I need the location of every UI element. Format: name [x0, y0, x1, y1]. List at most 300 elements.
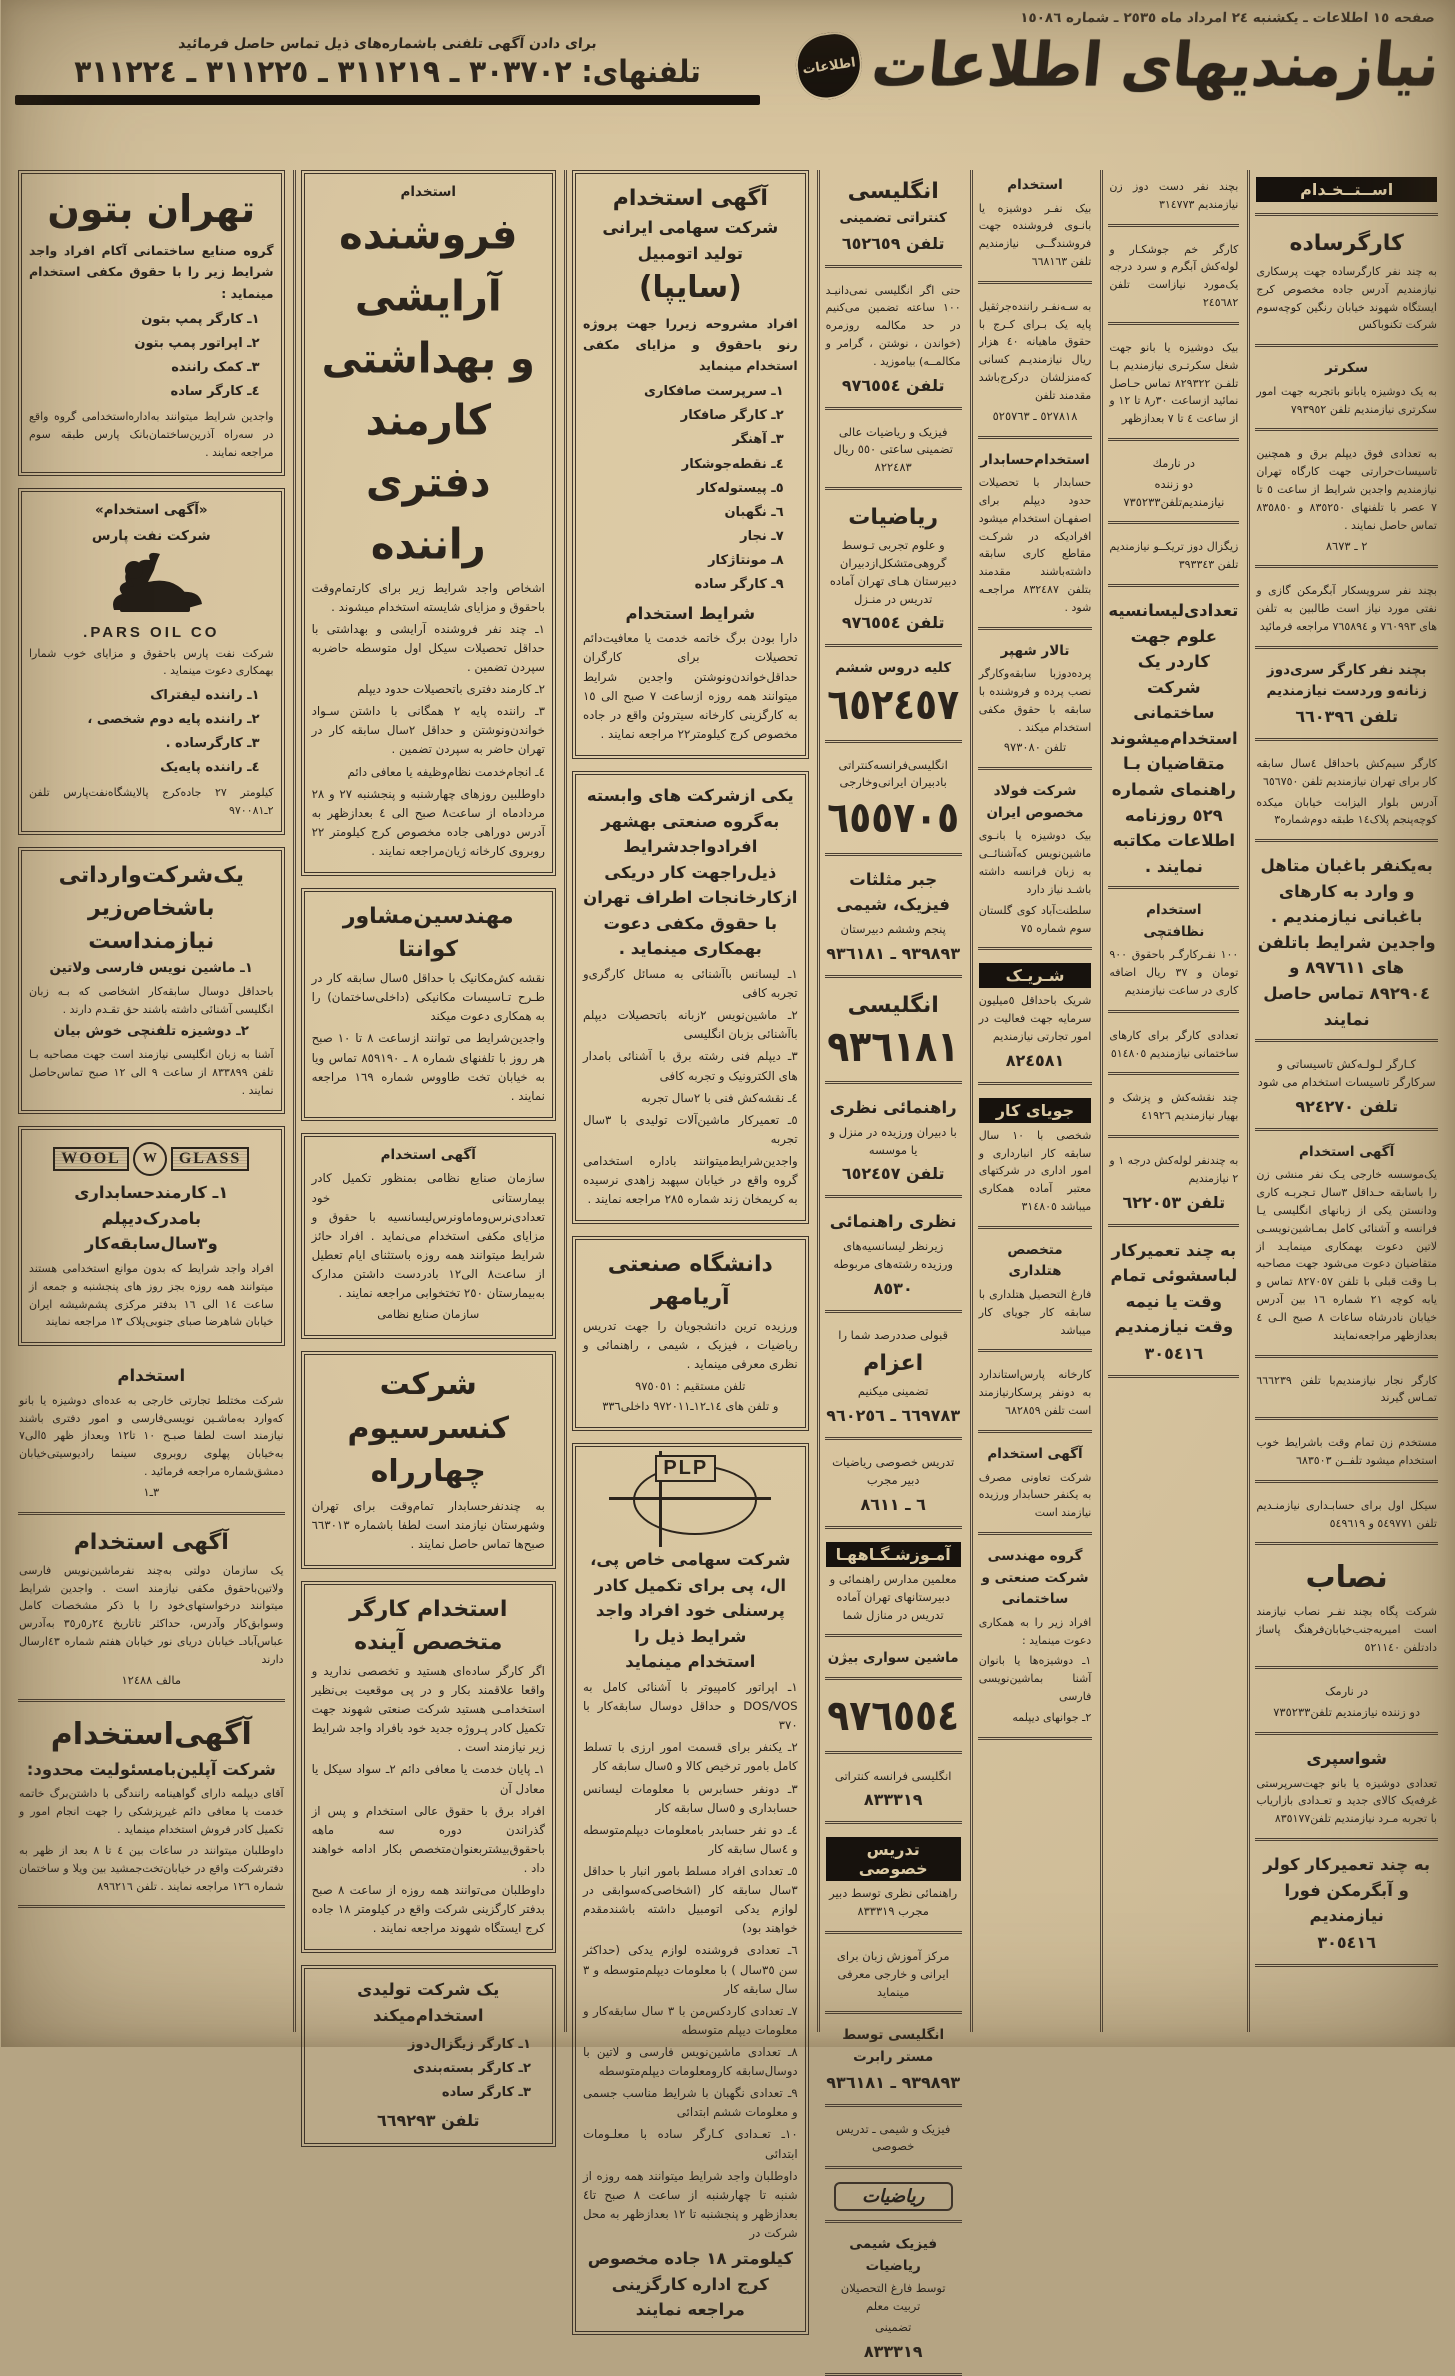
ad-bc: در نارمك [1152, 455, 1196, 470]
ad-gardener [1255, 848, 1438, 1042]
ad-ph: ٣٠٥٤١٦ [1144, 1343, 1204, 1363]
ad-t3: نظری راهنمائی [829, 1212, 957, 1232]
ad-bc: معلمین مدارس راهنمائی و دبیرستانهای تهران آماده تدریس در منازل شما [829, 1571, 957, 1622]
ad-english-big [825, 984, 962, 1085]
ad-b: ٣ـ راننده پایه ٢ همگانی با داشتن سـواد خواندن‌ونوشتن و حداقل ٢سال سابقه کار در تهران حاضر به سپردن تضمین . [311, 704, 545, 757]
ad-bc: توسط فارغ التحصیلان تربیت معلم [840, 2281, 946, 2314]
ad-t1: شرکت کنسرسیوم [347, 1367, 509, 1446]
ad-t2: باشخاص‌زیر [88, 896, 215, 922]
ad-saleslady [978, 170, 1093, 284]
ad-t3: تعدادی‌لیسانسیه علوم جهت کاردر یک شرکت ساختمانی استخدام‌میشوند متقاضیان بـا راهنمای شماره ٥٢٩ روزنامه اطلاعات مکاتبه نمایند . [1108, 601, 1239, 876]
ad-t4: انگلیسی توسط [842, 2027, 945, 2044]
ad-t4: مستر رابرت [853, 2049, 934, 2065]
ad-english-100h [825, 274, 962, 410]
ad-b: به سـه‌نفـر راننده‌جرثقیل پایه یک بـرای کـرج با حقوق ماهیانه ٤٠ هزار ریال نیازمندیـم کسانی که‌منزلشان درکرج‌باشد مقدمند تلفن [978, 299, 1092, 402]
ad-t3: استخدام مینماید [625, 1652, 756, 1672]
ad-electric-technicians [1255, 437, 1438, 568]
ad-b: ٩ـ تعدادی نگهبان با شرایط مناسب جسمی و معلومات ششم ابتدائی [582, 2086, 798, 2120]
list-item: ٥ـ پیستوله‌کار [697, 480, 784, 496]
ad-b: بچند نفر سرویسکار آبگرمکن گازی و نفتی مورد نیاز است طالبین به تلفن های ٧٦٠٩٩٣ و ٧٦٥٨٩٤ مراجعه فرمائید [1256, 584, 1437, 633]
ad-b: ٥ـ تعدادی افراد مسلط بامور انبار با حداقل ٣سال سابقه کار (اشخاصی‌که‌سوابقی در لوازم یدکی اتومبیل داشته باشندمقدم خواهند بود) [582, 1864, 798, 1936]
ad-t3: فیزیک، شیمی [836, 895, 950, 915]
ad-t0: آرایشی [354, 272, 502, 321]
ad-t4: آگهی استخدام [987, 1445, 1083, 1462]
ad-ph: تلفن ٩٢٤٢٧٠ [1295, 1096, 1398, 1116]
ad-b: به چند نفر کارگرساده جهت پرسکاری نیازمندیم آدرس جاده مخصوص کرج ایستگاه شهوند خیابان رنگین کوچه‌سوم شرکت تکنوباکس [1256, 265, 1437, 332]
plp-cross-horizontal [609, 1497, 771, 1500]
ad-b: به یک دوشیزه یابانو باتجربه جهت امور سکرتری نیازمندیم تلفن ٧٩٣٩٥٢ [1256, 384, 1437, 416]
contact-area [15, 30, 760, 105]
ad-bc: دو زننده نیازمندیم‌تلفن٧٣٥٢٣٣ [1123, 476, 1225, 509]
ad-t3: واجدین شرایط باتلفن های ٨٩٧٦١١ و ٨٩٢٩٠٤ تماس حاصل نمایند [1257, 932, 1436, 1029]
ad-laundry-repairman [1108, 1233, 1239, 1378]
ad-t3: شواسپری [1306, 1748, 1387, 1768]
ad-b: باحداقل دوسال سابقه‌کار اشخاصی که بـه زبان انگلیسی آشنائی داشته باشند حق تقـدم دارند . [29, 984, 274, 1016]
ad-b: کارخانه پارس‌استاندارد به دونفر پرسکارنیازمند است تلفن ٦٨٢٨٥٩ [978, 1368, 1092, 1418]
pars-oil-griffin-icon [96, 548, 206, 624]
glass-wool-wool: WOOL [53, 1147, 129, 1171]
ad-crane-drivers [978, 290, 1093, 439]
ad-b: واجدین شرایط میتوانند به‌اداره‌استخدامی گروه واقع در سه‌راه آذرین‌ساختمان‌بانک پارس طبقه سوم مراجعه نمایند . [29, 410, 274, 459]
ad-coop-accountant [978, 1439, 1093, 1535]
ad-t4: استخدام [1007, 177, 1063, 193]
ad-badge: تدریس خصوصی [826, 1837, 961, 1881]
ad-t4: سکرتر [1325, 360, 1369, 377]
ad-t2: یک‌شرکت‌وارداتی [58, 863, 244, 889]
ad-ph: ٦٦٩٧٨٣ ـ ٩٦٠٢٥٦ [826, 1406, 961, 1426]
ad-bc: ٣ـ١ [143, 1484, 160, 1499]
ad-t4: «آگهی استخدام» [94, 502, 208, 519]
ad-behshahr-group [572, 771, 809, 1224]
ad-b: ١ـ چند نفر فروشنده آرایشی و بهداشتی با حداقل تحصیلات سیکل اول متوسطه حاضربه سپردن تضمین . [311, 621, 545, 675]
ad-t2: انگلیسی [847, 992, 939, 1018]
ad-t4: آگهی استخدام [380, 1146, 476, 1163]
ad-b: کارگر خم جوشکـار و لوله‌کش آبگرم و سرد درجه یک‌مورد نیازاست تلفن ٢٤٥٦٨٢ [1109, 242, 1239, 310]
ad-b: ورزیده ترین دانشجویان را جهت تدریس ریاضیات ، فیزیک ، شیمی ، راهنمائی و نظری معرفی مینماید . [582, 1319, 798, 1372]
ad-t1: نصاب [1305, 1560, 1388, 1596]
ad-bc: مالف ١٢٤٨٨ [121, 1672, 182, 1687]
ad-b: ١٠ـ تعـدادی کـارگر ساده با معلـومات ابتدائی [582, 2127, 798, 2161]
ad-b: ٧ـ تعدادی کاردکس‌من با ٣ سال سابقه‌کار و معلومات دیپلم متوسطه [582, 2003, 798, 2037]
list-item: ٨ـ مونتاژکار [708, 552, 784, 568]
ad-bookkeeping-junior [1255, 1489, 1438, 1546]
ad-b: زیگزال دوز تریکــو نیازمندیم تلفن ٣٩٣٣٤٣ [1109, 540, 1239, 572]
ad-b: سلطنت‌آباد کوی گلستان سوم شماره ٧٥ [978, 903, 1092, 935]
list-item: ٣ـ آهنگر [732, 432, 784, 448]
ad-seamstress [1255, 655, 1438, 741]
ad-phone-instruction: برای دادن آگهی تلفنی باشماره‌های ذیل تماس حاصل فرمائید [177, 36, 598, 52]
ad-bc: تدریس خصوصی ریاضیات دبیر مجرب [832, 1455, 955, 1488]
ad-t4: کلیه دروس ششم [835, 660, 952, 677]
ad-badge: اســتــخـدام [1256, 177, 1437, 202]
ad-b: پرده‌دوزبا سابقه‌وکارگر نصب پرده و فروشنده با سابقه با حقوق مکفی استخدام میکند . [978, 667, 1092, 734]
ad-b: تعدادی کارگر برای کارهای ساختمانی نیازمندیم ٥١٤٨٠٥ [1109, 1028, 1239, 1060]
ad-steel-company [978, 776, 1093, 950]
ad-installer [1255, 1551, 1438, 1669]
ad-ph: ٨٥٣٠ [873, 1278, 913, 1298]
ad-english-french-2 [825, 1760, 962, 1825]
ad-t3: به چند تعمیرکار لباسشوئی تمام وقت یا نیمه وقت نیازمندیم [1110, 1240, 1238, 1337]
ad-t3: یکی ازشرکت های وابسته به‌گروه صنعتی بهشهر افرادواجدشرایط ذیل‌راجهت کار دریکی ازکارخانجات اطراف تهران با حقوق مکفی دعوت بهمکاری مینماید . [583, 786, 798, 959]
ad-b: ٨ـ تعدادی ماشین‌نویس فارسی و لاتین با دوسال‌سابقه کارومعلومات دیپلم‌متوسطه [582, 2045, 798, 2079]
ad-zigzag-sewer [1108, 530, 1239, 587]
list-item: ١ـ سرپرست صافکاری [644, 384, 784, 400]
ad-ph: ٨٢٤٥٨١ [1005, 1050, 1065, 1070]
ad-housekeeper [1255, 1426, 1438, 1483]
ad-b: سازمان صنایع نظامی بمنظور تکمیل کادر بیمارستانی خود تعدادی‌نرس‌وماماونرس‌لیسانسیه با حقوق و مزایای مکفی استخدام می‌نماید . افراد حائز شرایط میتوانند همه روزه باستثنای ایام تعطیل از ساعت٨ الی١٢ بادردست داشتن مدارک به‌بیمارستان ٢٥٠ تختخوابی مراجعه نمایند . [311, 1171, 545, 1301]
ad-narmak-two [1108, 447, 1239, 524]
ad-engineering-group [978, 1541, 1093, 1740]
ad-bc: سازمان صنایع نظامی [377, 1307, 480, 1322]
ad-t4: کنتراتی تضمینی [839, 210, 947, 226]
ad-tehran-beton [18, 170, 285, 476]
ad-b: ٦ـ تعدادی فروشنده لوازم یدکی (حداکثر سن ٣٥سال ) با معلومات دیپلم‌متوسطه و ٣ سال سابقه کار [582, 1943, 798, 1996]
ad-b: واجدین‌شرایط‌میتوانند باداره استخدامی گروه واقع در خیابان سپهبد زاهدی نرسیده به کریمخان زند شماره ٢٨٥ مراجعه نمایند . [582, 1153, 798, 1207]
ad-t3: یک شرکت تولیدی استخدام‌میکند [357, 1980, 500, 2025]
ad-bc: کـارگر لـولـه‌کش تاسیساتی و سرکارگر تاسیسات استخدام می شود [1257, 1057, 1436, 1089]
ad-b: شریک باحداقل ٥میلیون سرمایه جهت فعالیت در امور تجارتی نیازمندیم [978, 994, 1092, 1043]
ad-b: ٤ـ انجام‌خدمت نظام‌وظیفه یا معافی دائم [347, 764, 545, 779]
ad-welder-plumber [1108, 233, 1239, 325]
ad-t4: آگهی استخدام [1299, 1143, 1395, 1160]
ad-b: ٢ـ یکنفر برای قسمت امور ارزی با تسلط کامل بامور ترخیص کالا و ٥سال سابقه کار [582, 1740, 798, 1774]
ad-t0: و بهداشتی [321, 334, 535, 383]
ad-t3: ١ـ کارمندحسابداری [74, 1183, 229, 1203]
ad-b: سیکل اول برای حسابـداری نیازمنـدیم تلفن ٥٤٩٧٧١ و ٥٤٩٦١٩ [1256, 1498, 1437, 1530]
ad-accountant-isfahan [978, 445, 1093, 630]
ad-producer-company [301, 1965, 556, 2146]
ad-b: ٢ـ جوانهای دیپلمه [1012, 1710, 1092, 1724]
ad-job-seeker [978, 1091, 1093, 1229]
ad-num: ٩٧٦٥٥٤ [827, 1692, 960, 1741]
ad-t4: بچند نفر کارگر سری‌دوز زنانه‌و وردست نیازمندیم [1266, 661, 1427, 700]
ad-hand-sewer [1108, 170, 1239, 227]
ad-b: چند نقشه‌کش و پزشک و بهیار نیازمندیم ٤١٩٢٦ [1109, 1091, 1239, 1123]
ad-t3: شرکت سهامی خاص پی، ال، پی برای تکمیل کادر پرسنلی خود افراد واجد شرایط ذیل را [590, 1550, 791, 1646]
ad-narmak [1255, 1675, 1438, 1735]
ad-t4: شرکت صنعتی و [981, 1569, 1089, 1586]
ad-ph: تلفن ٦٦٠٣٩٦ [1295, 706, 1398, 726]
nameplate-area [796, 30, 1443, 103]
ad-t0: راننده [370, 520, 486, 569]
ad-t4: مخصوص ایران [986, 804, 1084, 821]
ad-b: یک سازمان دولتی به‌چند نفرماشین‌نویس فارسی ولاتین‌باحقوق مکفی نیازمند است . واجدین شرایط میتوانند درخواستهای‌خود را با ذکر مشخصات کامل وسوابق‌کار وآدرس، حداکثر تاتاریخ ٢٤ر٥ر٣٥ به‌آدرس عباس‌آبادـ خیابان دریای نور خیابان هفتم شماره ٤٣ارسال دارند [19, 1563, 284, 1666]
ad-ph: تلفن ٦٢٢٠٥٣ [1122, 1192, 1226, 1212]
ad-bc: دو زننده نیازمندیم تلفن٧٣٥٢٣٣ [1273, 1705, 1421, 1720]
newspaper-title: نیازمندیهای اطلاعات [868, 30, 1443, 101]
ad-carpenter [1255, 1364, 1438, 1421]
ad-pars-standard [978, 1358, 1093, 1432]
ad-bc: تلفن ٩٧٣٠٨٠ [1003, 740, 1067, 755]
ad-b: به تعدادی فوق دیپلم برق و همچنین تاسیسات‌حرارتی جهت کارگاه تهران نیازمندیم واجدین شرایط از ساعت ٥ تا ٧ عصر با تلفنهای ٨٣٥٢٥٠ و ٨٣٥٨٥٠ تماس حاصل نمایند . [1256, 447, 1437, 532]
ad-ph: تلفن ٦٥٢٤٥٧ [841, 1164, 945, 1184]
ad-bc: زیرنظر لیسانسیه‌های ورزیده رشته‌های مربوطه [833, 1239, 953, 1271]
ad-driving-school [825, 1643, 962, 1680]
ad-bc: ٥٢٧٨١٨ ـ ٥٢٥٧٦٣ [992, 408, 1078, 423]
list-item: ٣ـ کارگرساده . [165, 736, 260, 752]
list-item: ٢ـ راننده پایه دوم شخصی ، [87, 712, 260, 728]
ad-b: شرکت مختلط تجارتی خارجی به عده‌ای دوشیزه یا بانو که‌وارد به‌ماشـین نویسی‌فارسی و امور دفتری باشند نیازمند است لطفا صبـح ١٠ تا١٢ وبعداز ظهر ٥الی٧ به‌خیابان پهلوی روبروی سینما رادیوسیتی‌خیابان دمشق‌شماره مراجعه فرمائید . [19, 1393, 284, 1479]
ad-list [583, 380, 798, 596]
ad-b: ١ـ پایان خدمت یا معافی دائم ٢ـ سواد سیکل یا معادل آن [311, 1762, 545, 1796]
ad-t3: کیلومتر ١٨ جاده مخصوص کرج اداره کارگزینی مراجعه نمایند [587, 2249, 793, 2320]
column-e [970, 170, 1098, 2032]
ad-ph: ٩٣٩٨٩٣ ـ ٩٣٦١٨١ [826, 943, 961, 963]
ad-t4: متخصص هتلداری [1007, 1241, 1063, 1280]
ad-wiring-worker [1255, 747, 1438, 842]
ad-b: داوطلبین روزهای چهارشنبه و پنجشنبه ٢٧ و ٢٨ مردادماه از ساعت٨ صبح الی ٤ بعدازظهر به آدرس دوراهی جاده مخصوص کرج کیلومتر ٢٢ روبروی کارخانه ژیان‌مراجعه نمایند . [311, 786, 545, 859]
ad-theory-guidance [825, 1204, 962, 1312]
phones-label: تلفنهای: [581, 53, 701, 90]
list-item: ٢ـ کارگر بسته‌بندی [413, 2060, 531, 2076]
ad-secretary-lady [1108, 331, 1239, 441]
ad-aryamehr-university [572, 1236, 809, 1431]
ad-ph: ٦ ـ ٨٦١١ [860, 1494, 926, 1514]
ad-t4: نظافتچی [1143, 923, 1205, 940]
rule-bar [15, 95, 760, 105]
ad-t4: استخدام [400, 184, 456, 200]
ad-foreign-institute-secretary [1255, 1137, 1438, 1358]
pars-oil-logo [29, 526, 274, 641]
ad-partner-wanted [978, 956, 1093, 1084]
ad-t3: شرایط استخدام [625, 603, 756, 623]
ad-t3: جبر مثلثات [849, 869, 938, 889]
ad-b: بچند نفر دست دوز زن نیازمندیم ٣١٤٧٧٣ [1109, 180, 1239, 211]
ad-b: فارغ التحصیل هتلداری با سابقه کار جویای کار میباشد [978, 1288, 1092, 1337]
ad-t3: شرکت آپلین‌بامسئولیت محدود: [26, 1759, 276, 1779]
ad-num: ٦٥٢٤٥٧ [827, 681, 960, 730]
ad-ph: تلفن ٩٧٦٥٥٤ [841, 613, 945, 633]
ad-b: اشخاص واجد شرایط زیر برای کارتمام‌وقت باحقوق و مزایای شایسته استخدام میشوند . [311, 580, 545, 614]
ad-cleaners [1108, 895, 1239, 1013]
phone-numbers [15, 52, 760, 91]
ad-t4: تالار شهپر [1000, 642, 1070, 659]
ad-bc: مرکز آموزش زبان برای ایرانی و خارجی معرفی مینماید [836, 1948, 950, 1999]
ad-b: داوطلبان می‌توانند همه روزه از ساعت ٨ صبح بدفتر کارگزینی شرکت واقع در کیلومتر ١٨ جاده کرج ایستگاه شهوند مراجعه نمایند . [311, 1883, 545, 1936]
list-item: ١ـ راننده لیفتراک [150, 688, 260, 704]
ad-bc: با دبیران ورزیده در منزل و یا موسسه [829, 1124, 957, 1157]
ad-t2: اعزام [863, 1351, 924, 1377]
ad-t2: کارگرساده [1289, 231, 1404, 256]
ad-draftsman-paramedic [1108, 1081, 1239, 1138]
column-c [564, 170, 814, 2320]
ad-ph: تلفن ٦٦٩٢٩٣ [376, 2110, 480, 2130]
ad-t4: استخدام‌حسابدار [980, 451, 1090, 468]
ad-b: ٢ـ کارمند دفتری باتحصیلات حدود دیپلم [357, 682, 545, 697]
ad-quanta-consultants [301, 888, 556, 1121]
list-item: ٢ـ اپراتور پمپ بتون [134, 335, 260, 351]
hiring-section-badge [1255, 170, 1438, 216]
column-b [293, 170, 561, 2130]
ad-t4: فیزیک شیمی [849, 2236, 938, 2253]
ad-b: آدرس بلوار الیزابت خیابان میکده کوچه‌پنجم پلاک١٤ طبقه دوم‌شماره٣ [1256, 795, 1437, 827]
ad-t1: چهارراه [370, 1454, 486, 1490]
ad-b: آشنا به زبان انگلیسی نیازمند است جهت مصاحبه بـا تلفن ٨٣٣٨٩٩ از ساعت ٩ الی ١٢ صبح تماس‌حاصل نمایند . [29, 1047, 274, 1097]
masthead [1, 26, 1455, 162]
plp-logo [615, 1457, 765, 1541]
ad-b: واجدین‌شرایط می توانند ازساعت ٨ تا ١٠ صبح هر روز با تلفنهای شماره ٨ ـ ٨٥٩١٩٠ تماس ویا به خیابان تخت طاووس شماره ١٦٩ مراجعه نمایند . [311, 1031, 545, 1103]
ad-cosmetics-seller [301, 170, 556, 876]
ad-plp-company [572, 1443, 809, 2335]
ad-b: کارگر نجار نیازمندیم‌با تلفن ٦٦٦٢٣٩ تمـاس گیرند [1256, 1373, 1437, 1405]
ad-fx: ریاضیات [834, 2182, 953, 2211]
ad-cooler-repairman [1255, 1847, 1438, 1967]
ad-dispatch [825, 1319, 962, 1441]
ad-t2: انگلیسی [847, 179, 939, 204]
ad-govt-typists [18, 1521, 285, 1703]
ad-b: ٣ـ دونفر حسابرس با معلومات لیسانس حسابداری و ٥سال سابقه کار [582, 1781, 798, 1815]
ad-private-lessons [825, 1830, 962, 1934]
ad-bc: راهنمائی نظری توسط دبیر مجرب ٨٣٣٣١٩ [829, 1886, 958, 1919]
ad-b: نقشه کش‌مکانیک با حداقل ٥سال سابقه کار در طـرح تـاسیسات مکانیکی (داخلی‌ساختمان) را به همکاری دعوت میکند [311, 971, 545, 1024]
list-item: ١ـ کارگر پمپ بتون [141, 311, 260, 327]
ad-t2: مهندسین‌مشاور کوانتا [342, 904, 514, 963]
page-info: صفحه ١٥ اطلاعات ـ یکشنبه ٢٤ امرداد ماه ٢٥٣٥ ـ شماره ١٥٠٨٦ [1019, 10, 1436, 26]
ad-b: داوطلبان میتوانند در ساعات بین ٤ تا ٨ بعد از ظهر به دفترشرکت واقع در خیابان‌تخت‌جمشید بین ویلا و ساختمان شماره ١٢٦ مراجعه نمایند . تلفن ٨٩٦٢١٦ [19, 1843, 284, 1893]
ad-mixed-trading [18, 1358, 285, 1514]
ad-b: ٥ـ تعمیرکار ماشین‌آلات تولیدی با ٣سال تجربه [582, 1112, 798, 1146]
ad-b: ١ـ اپراتور کامپیوتر با آشنائی کامل به DOS/VOS و حداقل دوسال سابقه‌کار با ٣٧٠ [582, 1680, 798, 1733]
column-g [1247, 170, 1443, 2032]
ad-list [29, 684, 274, 780]
ad-b: حتی اگر انگلیسی نمی‌دانیـد ١٠٠ ساعته تضمین می‌کنیم در حد مکالمه روزمره (خواندن ، نوشتن ، گرامر و مکالمــه) بیاموزید . [825, 283, 961, 368]
ad-science-graduates [1108, 593, 1239, 889]
ad-language-center [825, 1940, 962, 2014]
ad-future-specialist [301, 1581, 556, 1954]
ad-t1: (سایپا) [638, 270, 742, 306]
ad-algebra [825, 862, 962, 978]
ad-ph: ٨٣٣٣١٩ [863, 2341, 923, 2361]
ad-bc: فیزیک و ریاضیات عالی تضمینی ساعتی ٥٥٠ ریال ٨٢٢٤٨٣ [833, 424, 953, 475]
ad-b: کیلومتر ٢٧ جاده‌کرج پالایشگاه‌نفت‌پارس تلفن ٢ـ٩٧٠٠٨١ [29, 786, 274, 818]
column-f [1100, 170, 1244, 2032]
glass-wool-glass: GLASS [171, 1147, 249, 1171]
ad-mr-robert [825, 2020, 962, 2106]
ad-b: ٣ـ دیپلم فنی رشته برق با آشنائی بامدار های الکترونیک و تجربه کافی [582, 1049, 798, 1083]
ad-b: به چندنفر لوله‌کش درجه ١ و ٢ نیازمندیم [1109, 1154, 1239, 1185]
ad-b: بیک نفـر دوشیزه یا بانـوی فروشنده جهت فروشندگــی نیازمندیم تلفن ٦٦٨١٦٣ [978, 201, 1092, 269]
ad-ph: تلفن ٦٥٢٦٥٩ [841, 233, 945, 253]
ad-english-contract [825, 170, 962, 268]
ad-simple-worker [1255, 222, 1438, 347]
list-item: ٦ـ نگهبان [724, 504, 784, 520]
ad-physics-chem [825, 2113, 962, 2170]
list-item: ٣ـ کمک راننده [171, 359, 260, 375]
ad-t4: استخدام [1146, 902, 1202, 919]
ad-t1: آگهی‌استخدام [50, 1717, 252, 1753]
ad-t0: کارمند [365, 396, 491, 445]
ad-t3: و٣سال‌سابقه‌کار [84, 1234, 218, 1254]
ad-big-number [825, 1686, 962, 1754]
list-item: ١ـ کارگر زیگزال‌دوز [407, 2036, 531, 2052]
ad-b: شرکت نفت پارس باحقوق و مزایای خوب شمارا بهمکاری دعوت مینماید . [29, 646, 274, 678]
ad-b: شرکت تعاونی مصرف به یکنفر حسابدار ورزیده نیازمند است [978, 1470, 1092, 1520]
ad-bc: تضمینی [875, 2320, 912, 2335]
ad-t3: استخدام [117, 1366, 186, 1386]
ad-import-company [18, 847, 285, 1114]
ad-t3: بامدرک‌دیپلم [101, 1208, 202, 1228]
ad-b: به چندنفرحسابدار تمام‌وقت برای تهران وشهرستان نیازمند است لطفا باشماره ٦٦٣٠١٣ صبح‌ها تماس حاصل نمایند . [311, 1498, 545, 1551]
list-item: ٩ـ کارگر ساده [694, 576, 784, 592]
ad-heater-serviceman [1255, 574, 1438, 648]
ad-b: ٤ـ دو نفر حسابدر بامعلومات دیپلم‌متوسطه و ٤سال سابقه کار [582, 1822, 798, 1856]
ad-list [312, 2033, 545, 2105]
ad-bc: پنجم وششم دبیرستان [840, 921, 946, 936]
ad-t2: آگهی استخدام [73, 1529, 229, 1555]
ad-t0: دفتری [365, 458, 491, 507]
ad-ph: ٨٣٣٣١٩ [863, 1790, 923, 1810]
ad-ph: ٣٠٥٤١٦ [1317, 1932, 1376, 1952]
ad-b: شرکت پگاه بچند نفـر نصاب نیازمند است امیریه‌جنب‌خیابان‌فرهنگ پاساژ دادتلفن ٥٢١١٤٠ [1256, 1604, 1437, 1654]
ad-ph: تلفن ٩٧٦٥٥٤ [841, 375, 945, 395]
ad-b: شخصی با ١٠ سال سابقه کار انبارداری و امور اداری در شرکتهای معتبر آماده همکاری میباشد ٣١٤٨٠٥ [978, 1128, 1092, 1214]
ad-b: ١٠٠ نفـرکارگـر باحقوق ٩٠٠ تومان و ٣٧ ریال اضافه کاری در ساعت نیازمندیم [1109, 948, 1239, 997]
ad-t4: گروه مهندسی [987, 1547, 1083, 1564]
ad-t3: تولید اتومبیل [637, 243, 743, 263]
ad-bc: انگلیسی‌فرانسه‌کنتراتی بادبیران ایرانی‌وخارجی [838, 757, 948, 790]
ad-b: یک‌موسسه خارجی یـک نفر منشی زن را باسابقه حـداقل ٣سال تـجربـه کاری ودانستن یکی از زبانهای انگلیسی یـا فرانسه و آشنائی کامل بمـاشین‌نویسـی لاتین دعوت بهمکاری مینمایـد از متقاضیان دعوت می‌شود جهت مصاحبه بـا وقت قبلی با تلفن ٨٢٧٠٥٧ تماس و یابه کوچه ٢١ شماره ١٦ بین آدرس خیابان نادرشاه ساعات ٨ صبح الـی ٤ بعدازظهر مراجعه‌نمایند [1256, 1168, 1437, 1342]
newspaper-page [1, 0, 1455, 2361]
list-item: ٤ـ کارگر ساده [170, 383, 260, 399]
ad-t2: استخدام کارگر [349, 1596, 508, 1622]
ad-num: ٩٣٦١٨١ [827, 1022, 960, 1072]
ad-bb: افراد مشروحه زیررا جهت پروژه رنو باحقوق و مزایای مکفی استخدام مینماید [582, 315, 798, 374]
ad-schools [825, 1535, 962, 1637]
ad-t1: تهران بتون [47, 187, 256, 231]
ad-consortium [301, 1351, 556, 1569]
ad-math-tutors [825, 496, 962, 647]
ad-hotel-expert [978, 1235, 1093, 1353]
ad-b: بیک دوشیزه یا بانـوی ماشین‌نویس که‌آشنائــی به زبان فرانسه داشته باشـد نیاز دارد [978, 829, 1092, 896]
ad-bc: ٢ ـ ٨٦٧٣ [1325, 538, 1368, 553]
ad-b: ١ـ لیسانس باآشنائی به مسائل کارگری‌و تجربه کافی [582, 966, 798, 1001]
ad-bc: و علوم تجربی تـوسط گروهی‌متشکل‌ازدبیران دبیرستان هـای تهران آماده تدریس در منـزل [829, 538, 957, 606]
phones-value: ٣٠٣٧٠٢ ـ ٣١١٢١٩ ـ ٣١١٢٢٥ ـ ٣١١٢٢٤ [74, 53, 572, 90]
ad-b: ٢ـ ماشین‌نویس ٢زبانه باتحصیلات دیپلم باآشنائی بزبان انگلیسی [582, 1008, 798, 1042]
ad-private-math [825, 1446, 962, 1529]
ad-t2: ریاضیات [848, 505, 939, 531]
ad-b: افراد واجد شرایط که بدون موانع استخدامی هستند میتوانند همه روزه بجز روز های پنجشنبه و جمعه از ساعت ١٤ الی ١٦ بدفتر مرکزی پشم‌شیشه ایران خیابان شاهرضا صبای جنوبی‌پلاک ١٣ مراجعه نمایند [29, 1262, 274, 1329]
ad-bc: و تلفن های ١٤ـ١٢ـ٩٧٢٠١١ داخلی٣٣٦ [602, 1399, 779, 1414]
ad-b: افراد زیر را به همکاری دعوت مینماید : [978, 1615, 1092, 1647]
ad-t4: ساختمانی [1001, 1591, 1069, 1608]
ad-t2: متخصص آینده [354, 1629, 503, 1655]
ad-t2: آگهی استخدام [612, 186, 768, 211]
ad-b: تعدادی دوشیزه یا بانو جهت‌سرپرستی غرفه‌یک کالای جدید و تعـدادی بازاریاب با تجربه مـرد نیازمندیم تلفن٨٣٥١٧٧ [1256, 1776, 1437, 1826]
ad-badge: جویای کار [979, 1098, 1092, 1123]
ettelaat-emblem-icon [792, 29, 867, 104]
emblem-text: اطلاعات [801, 55, 857, 78]
ad-b: آقای دیپلمه دارای گواهینامه رانندگی با داشتن‌برگ خاتمه خدمت یا معافی دائم غیرپزشکی را جهت انجام امور و تکمیل کادر فروش استخدام مینماید . [19, 1787, 284, 1837]
ad-shahpar-hall [978, 636, 1093, 771]
ad-list [29, 308, 274, 404]
ad-bc: تضمینی میکنیم [857, 1384, 929, 1399]
ad-b: دارا بودن برگ خاتمه خدمت یا معافیت‌دائم تحصیلات برای کارگران حداقل‌خواندن‌ونوشتن واجدین شرایط میتوانند همه روزه ازساعت ٧ صبح الی ١٥ به کارگزینی کارخانه سیتروئن واقع در جاده مخصوص کرج کیلومتر٢٢ مراجعه نمایند . [582, 631, 798, 741]
ad-t4: ٢ـ دوشیزه تلفنچی خوش بیان [53, 1023, 249, 1040]
ad-b: بیک دوشیزه یا بانو جهت شغل سکرتـری نیازمندیم بـا تلفـن ٨٢٩٣٢٢ تماس حـاصل نمائید ازساعت ٣٠ر٨ تا ١٢ و از ساعت ٤ تا ٧ بعدازظهر [1109, 340, 1239, 426]
ad-bb: گروه صنایع ساختمانی آکام افراد واجد شرایط زیر را با حقوق مکفی استخدام مینماید : [29, 243, 274, 301]
ad-b: افراد برق با حقوق عالی استخدام و پس از گذراندن دوره سه ماهه باحقوق‌بیشتربعنوان‌متخصص بکار ادامه خواهند داد . [311, 1803, 545, 1875]
ad-t4: ریاضیات [865, 2257, 921, 2274]
ad-glass-wool [18, 1126, 285, 1346]
ad-ph: ٩٣٩٨٩٣ ـ ٩٣٦١٨١ [826, 2072, 961, 2092]
ad-b: مستخدم زن تمام وقت باشرایط خوب استخدام میشود تلفــن ٦٨٣٥٠٣ [1256, 1436, 1437, 1467]
ad-b: ١ـ دوشیزه‌ها یا بانوان آشنا بماشین‌نویسی فارسی [978, 1654, 1092, 1703]
ad-t3: راهنمائی نظری [829, 1098, 957, 1118]
plp-letters: PLP [655, 1455, 716, 1482]
ad-badge: آمـوزشـگـاههـا [826, 1542, 961, 1567]
ad-pars-oil [18, 488, 285, 835]
